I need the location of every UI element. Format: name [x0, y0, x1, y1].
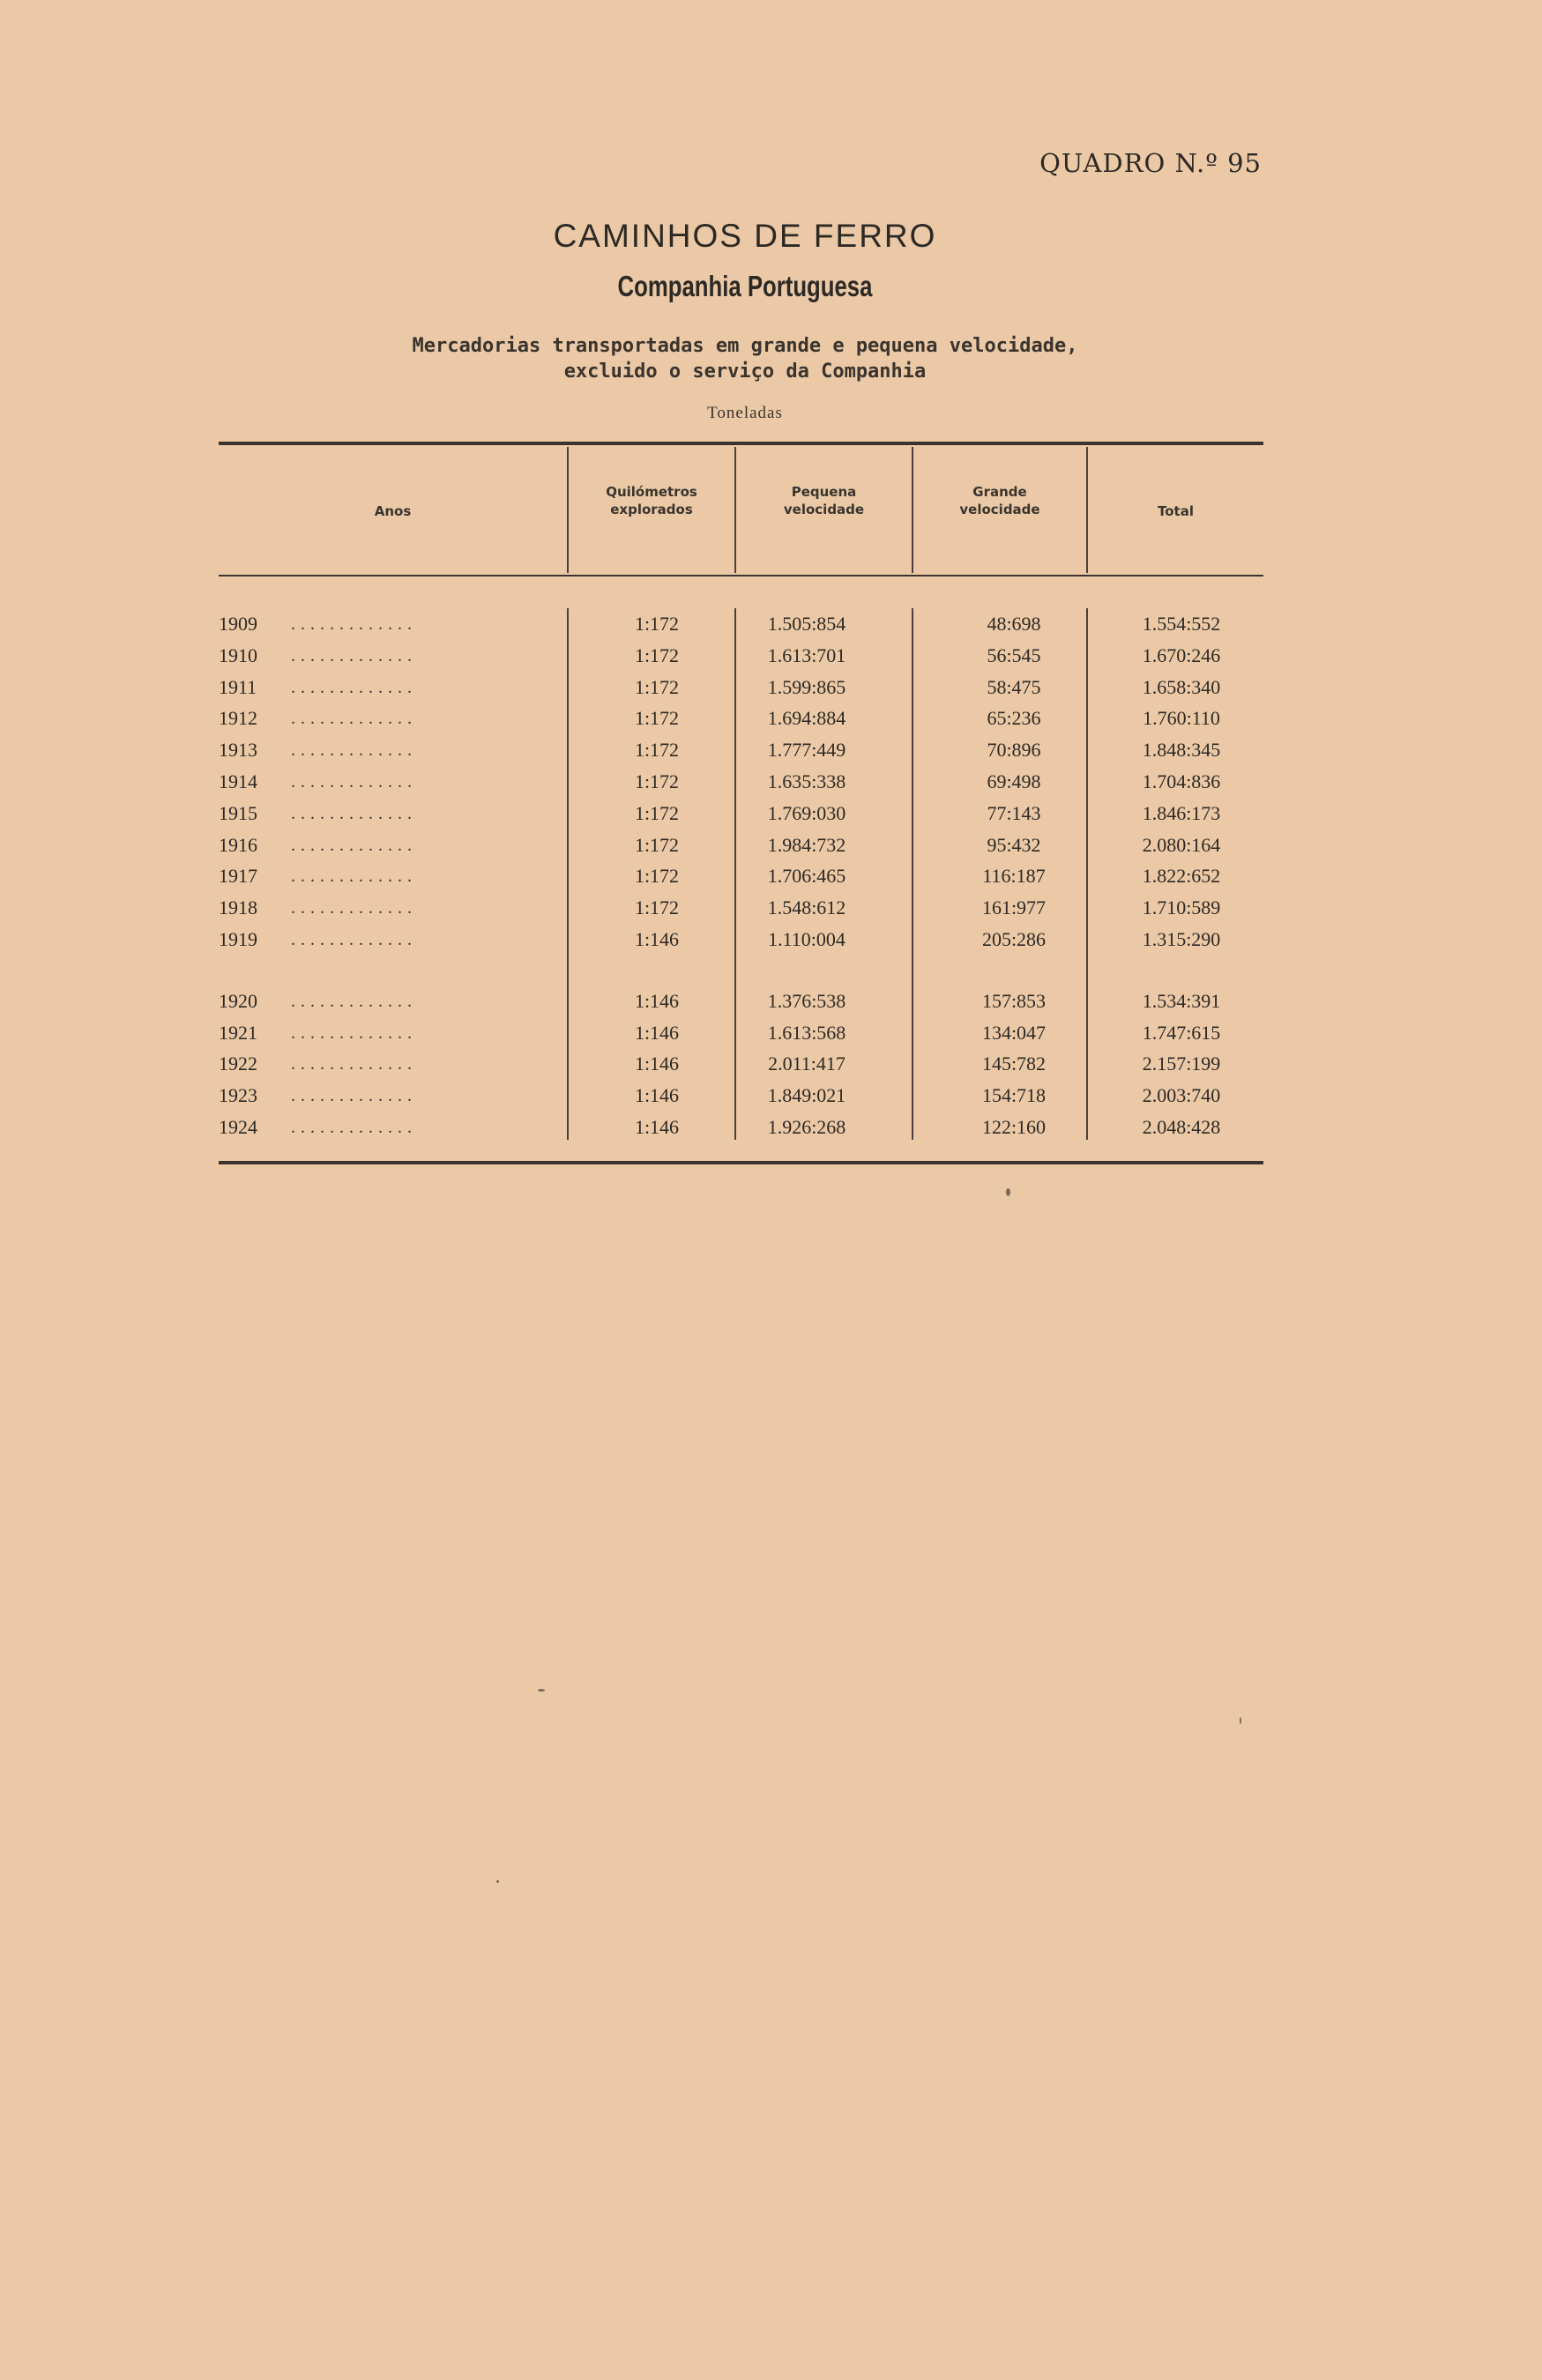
km-cell: 1:146 — [634, 989, 680, 1012]
year-cell: 1916 — [219, 833, 257, 856]
pequena-velocidade-cell: 1.984:732 — [767, 833, 846, 856]
table-top-rule — [219, 442, 1263, 445]
leader-dots: ............. — [291, 991, 417, 1011]
year-cell: 1912 — [219, 707, 257, 730]
total-cell: 1.846:173 — [1142, 801, 1221, 824]
column-header-pequena — [736, 483, 912, 518]
year-cell: 1911 — [219, 675, 257, 698]
table-row — [0, 829, 1542, 861]
total-cell: 1.822:652 — [1142, 865, 1221, 888]
total-cell: 1.658:340 — [1142, 675, 1221, 698]
km-cell: 1:146 — [634, 1021, 680, 1044]
pequena-velocidade-cell: 1.505:854 — [767, 613, 846, 635]
grande-velocidade-cell: 77:143 — [987, 801, 1041, 824]
table-row — [0, 860, 1542, 892]
km-cell: 1:172 — [634, 707, 680, 730]
paper-speck — [538, 1689, 545, 1692]
pequena-velocidade-cell: 1.694:884 — [767, 707, 846, 730]
grande-velocidade-cell: 69:498 — [987, 770, 1041, 792]
column-header-pequena-line2: velocidade — [783, 502, 865, 517]
table-row — [0, 672, 1542, 703]
year-cell: 1921 — [219, 1021, 257, 1044]
leader-dots: ............. — [291, 709, 417, 729]
paper-speck — [496, 1880, 499, 1883]
pequena-velocidade-cell: 1.376:538 — [767, 989, 846, 1012]
grande-velocidade-cell: 154:718 — [981, 1084, 1047, 1107]
total-cell: 1.554:552 — [1142, 613, 1221, 635]
company-name: Companhia Portuguesa — [617, 270, 873, 302]
column-header-km — [569, 483, 734, 518]
leader-dots: ............. — [291, 803, 417, 823]
total-cell: 1.848:345 — [1142, 739, 1221, 762]
table-header-rule — [219, 575, 1263, 576]
year-cell: 1919 — [219, 928, 257, 950]
document-title: CAMINHOS DE FERRO — [553, 218, 937, 254]
year-cell: 1923 — [219, 1084, 257, 1107]
total-cell: 1.760:110 — [1143, 707, 1220, 730]
grande-velocidade-cell: 122:160 — [981, 1116, 1047, 1138]
column-header-anos: Anos — [374, 503, 412, 519]
year-cell: 1909 — [219, 613, 257, 635]
grande-velocidade-cell: 70:896 — [987, 739, 1041, 762]
column-header-km-line1: Quilómetros — [606, 484, 697, 500]
pequena-velocidade-cell: 1.599:865 — [767, 675, 846, 698]
grande-velocidade-cell: 116:187 — [982, 865, 1046, 888]
year-cell: 1914 — [219, 770, 257, 792]
km-cell: 1:146 — [634, 928, 680, 950]
pequena-velocidade-cell: 1.777:449 — [767, 739, 846, 762]
grande-velocidade-cell: 145:782 — [981, 1052, 1047, 1075]
total-cell: 2.080:164 — [1142, 833, 1221, 856]
column-header-grande — [913, 483, 1086, 518]
year-cell: 1910 — [219, 643, 257, 666]
km-cell: 1:172 — [634, 739, 680, 762]
year-cell: 1920 — [219, 989, 257, 1012]
column-header-grande-line1: Grande — [972, 484, 1027, 500]
grande-velocidade-cell: 56:545 — [987, 643, 1041, 666]
table-row — [0, 985, 1542, 1017]
grande-velocidade-cell: 134:047 — [981, 1021, 1047, 1044]
pequena-velocidade-cell: 1.769:030 — [767, 801, 846, 824]
pequena-velocidade-cell: 1.613:701 — [767, 643, 846, 666]
year-cell: 1924 — [219, 1116, 257, 1138]
leader-dots: ............. — [291, 898, 417, 919]
leader-dots: ............. — [291, 1054, 417, 1075]
subtitle-line-2: excluido o serviço da Companhia — [563, 361, 927, 383]
km-cell: 1:146 — [634, 1116, 680, 1138]
pequena-velocidade-cell: 1.926:268 — [767, 1116, 846, 1138]
leader-dots: ............. — [291, 772, 417, 792]
pequena-velocidade-cell: 1.635:338 — [767, 770, 846, 792]
leader-dots: ............. — [291, 866, 417, 887]
table-row — [0, 892, 1542, 924]
km-cell: 1:172 — [634, 865, 680, 888]
table-row — [0, 766, 1542, 798]
table-row — [0, 1048, 1542, 1080]
km-cell: 1:146 — [634, 1084, 680, 1107]
column-header-km-line2: explorados — [610, 502, 693, 517]
leader-dots: ............. — [291, 930, 417, 949]
km-cell: 1:172 — [634, 833, 680, 856]
table-row — [0, 640, 1542, 672]
pequena-velocidade-cell: 1.706:465 — [767, 865, 846, 888]
grande-velocidade-cell: 205:286 — [981, 928, 1047, 950]
km-cell: 1:172 — [634, 801, 680, 824]
paper-speck — [1240, 1717, 1241, 1724]
subtitle-line-1: Mercadorias transportadas em grande e pequena velocidade, — [412, 335, 1078, 357]
table-row — [0, 798, 1542, 829]
total-cell: 2.003:740 — [1142, 1084, 1221, 1107]
year-cell: 1913 — [219, 739, 257, 762]
table-row — [0, 924, 1542, 956]
leader-dots: ............. — [291, 740, 417, 761]
total-cell: 1.747:615 — [1142, 1021, 1221, 1044]
grande-velocidade-cell: 65:236 — [987, 707, 1041, 730]
km-cell: 1:172 — [634, 675, 680, 698]
km-cell: 1:146 — [634, 1052, 680, 1075]
total-cell: 1.534:391 — [1142, 989, 1221, 1012]
leader-dots: ............. — [291, 614, 417, 634]
column-header-pequena-line1: Pequena — [791, 484, 857, 500]
total-cell: 1.704:836 — [1142, 770, 1221, 792]
km-cell: 1:172 — [634, 896, 680, 919]
km-cell: 1:172 — [634, 643, 680, 666]
km-cell: 1:172 — [634, 770, 680, 792]
leader-dots: ............. — [291, 1086, 417, 1106]
table-number: QUADRO N.º 95 — [1039, 148, 1262, 178]
unit-label: Toneladas — [707, 404, 783, 422]
grande-velocidade-cell: 161:977 — [981, 896, 1047, 919]
total-cell: 2.157:199 — [1142, 1052, 1221, 1075]
pequena-velocidade-cell: 1.849:021 — [767, 1084, 846, 1107]
year-cell: 1917 — [219, 865, 257, 888]
total-cell: 1.315:290 — [1142, 928, 1221, 950]
total-cell: 1.710:589 — [1142, 896, 1221, 919]
leader-dots: ............. — [291, 1118, 417, 1137]
table-row — [0, 1080, 1542, 1112]
leader-dots: ............. — [291, 1023, 417, 1043]
table-bottom-rule — [219, 1161, 1263, 1164]
total-cell: 1.670:246 — [1142, 643, 1221, 666]
table-row — [0, 703, 1542, 734]
column-header-grande-line2: velocidade — [959, 502, 1040, 517]
leader-dots: ............. — [291, 677, 417, 697]
km-cell: 1:172 — [634, 613, 680, 635]
year-cell: 1915 — [219, 801, 257, 824]
grande-velocidade-cell: 58:475 — [987, 675, 1041, 698]
grande-velocidade-cell: 157:853 — [981, 989, 1047, 1012]
grande-velocidade-cell: 48:698 — [987, 613, 1041, 635]
pequena-velocidade-cell: 1.548:612 — [767, 896, 846, 919]
leader-dots: ............. — [291, 645, 417, 666]
table-row — [0, 1112, 1542, 1143]
table-row — [0, 1017, 1542, 1049]
total-cell: 2.048:428 — [1142, 1116, 1221, 1138]
pequena-velocidade-cell: 1.110:004 — [768, 928, 845, 950]
table-row — [0, 734, 1542, 766]
pequena-velocidade-cell: 1.613:568 — [767, 1021, 846, 1044]
pequena-velocidade-cell: 2.011:417 — [768, 1052, 845, 1075]
year-cell: 1918 — [219, 896, 257, 919]
year-cell: 1922 — [219, 1052, 257, 1075]
leader-dots: ............. — [291, 835, 417, 855]
grande-velocidade-cell: 95:432 — [987, 833, 1041, 856]
table-row — [0, 608, 1542, 640]
paper-speck — [1006, 1188, 1010, 1196]
column-header-total: Total — [1158, 503, 1194, 519]
